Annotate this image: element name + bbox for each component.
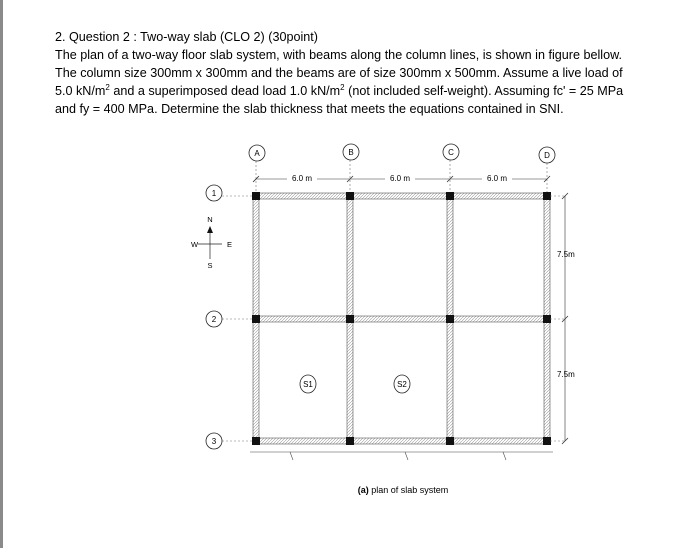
- column: [446, 192, 454, 200]
- row-bubbles: [206, 185, 222, 449]
- column-label-c: C: [448, 148, 454, 157]
- compass-s: S: [207, 261, 213, 270]
- superscript: 2: [340, 82, 345, 92]
- column-label-d: D: [544, 151, 550, 160]
- column: [446, 315, 454, 323]
- beams-horizontal: [253, 193, 550, 444]
- column-label-a: A: [254, 149, 260, 158]
- column: [346, 437, 354, 445]
- span-y-2: 7.5m: [557, 370, 575, 379]
- row-label-3: 3: [211, 437, 217, 446]
- compass-e: E: [227, 240, 233, 249]
- column: [543, 192, 551, 200]
- column: [346, 192, 354, 200]
- top-dimension: [253, 172, 550, 183]
- span-y-1: 7.5m: [557, 250, 575, 259]
- row-grid-leaders: [222, 196, 252, 441]
- live-load-text: 5.0 kN/m: [55, 84, 106, 98]
- question-line-2: The column size 300mm x 300mm and the beams are of size 300mm x 500mm. Assume a live load of: [55, 66, 623, 80]
- compass-w: W: [191, 240, 199, 249]
- span-x-3: 6.0 m: [486, 174, 508, 183]
- column: [252, 315, 260, 323]
- beam-row-2: [253, 316, 550, 322]
- column: [252, 192, 260, 200]
- column: [252, 437, 260, 445]
- slab-edge-ticks: [290, 452, 506, 460]
- column-bubbles: [249, 144, 555, 163]
- beam-row-3: [253, 438, 550, 444]
- right-dimension: [550, 193, 575, 444]
- question-line-1: The plan of a two-way floor slab system, with beams along the column lines, is shown in figure bellow.: [55, 48, 622, 62]
- slab-label-s1: S1: [303, 380, 313, 389]
- span-x-2: 6.0 m: [389, 174, 411, 183]
- beam-row-1: [253, 193, 550, 199]
- column: [543, 437, 551, 445]
- compass-icon: [191, 215, 232, 270]
- compass-n: N: [207, 215, 213, 224]
- caption-label: (a): [357, 485, 369, 495]
- column-label-b: B: [348, 148, 354, 157]
- column: [446, 437, 454, 445]
- dead-load-text: and a superimposed dead load 1.0 kN/m: [109, 84, 341, 98]
- row-label-2: 2: [211, 315, 217, 324]
- span-x-1: 6.0 m: [291, 174, 313, 183]
- column: [346, 315, 354, 323]
- superscript: 2: [105, 82, 110, 92]
- caption-text: plan of slab system: [368, 485, 449, 495]
- figure-caption: [358, 485, 449, 495]
- row-label-1: 1: [211, 189, 217, 198]
- slab-label-s2: S2: [397, 380, 407, 389]
- column: [543, 315, 551, 323]
- question-title: 2. Question 2 : Two-way slab (CLO 2) (30point): [55, 30, 318, 44]
- material-text: (not included self-weight). Assuming fc' = 25 MPa: [344, 84, 624, 98]
- slab-labels: [300, 375, 410, 393]
- question-line-4: and fy = 400 MPa. Determine the slab thickness that meets the equations contained in SNI.: [55, 102, 564, 116]
